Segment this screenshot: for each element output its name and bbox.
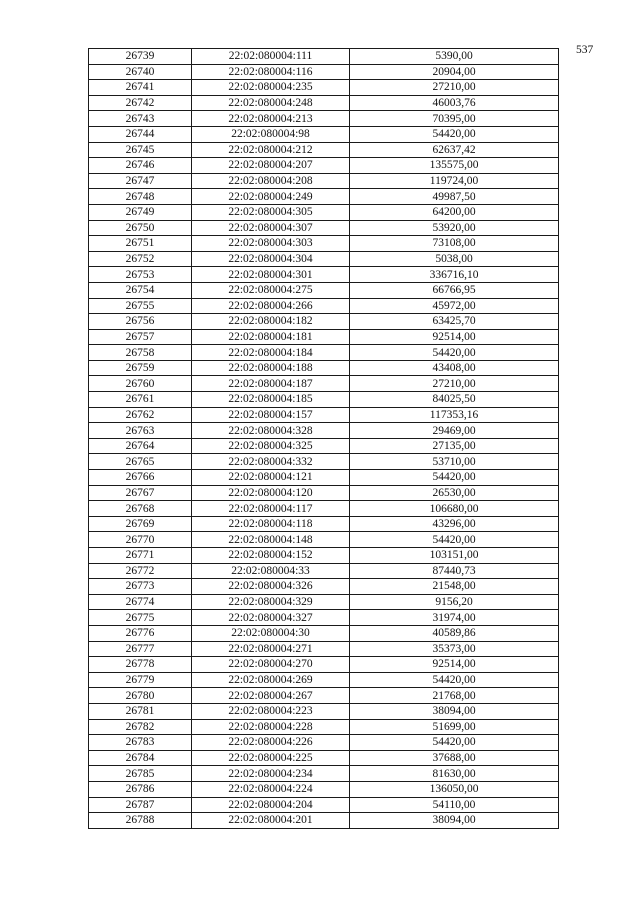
record-number-cell: 26782 xyxy=(89,719,192,735)
table-row xyxy=(89,376,559,392)
record-number-cell: 26781 xyxy=(89,703,192,719)
table-row xyxy=(89,813,559,829)
value-cell: 54420,00 xyxy=(350,345,559,361)
value-cell: 20904,00 xyxy=(350,64,559,80)
cadastral-number-cell: 22:02:080004:226 xyxy=(192,735,350,751)
record-number-cell: 26749 xyxy=(89,204,192,220)
cadastral-number-cell: 22:02:080004:30 xyxy=(192,625,350,641)
record-number-cell: 26745 xyxy=(89,142,192,158)
value-cell: 64200,00 xyxy=(350,204,559,220)
record-number-cell: 26784 xyxy=(89,750,192,766)
record-number-cell: 26761 xyxy=(89,392,192,408)
value-cell: 54420,00 xyxy=(350,735,559,751)
cadastral-number-cell: 22:02:080004:275 xyxy=(192,282,350,298)
table-row xyxy=(89,95,559,111)
table-row xyxy=(89,579,559,595)
record-number-cell: 26777 xyxy=(89,641,192,657)
cadastral-number-cell: 22:02:080004:184 xyxy=(192,345,350,361)
table-row xyxy=(89,204,559,220)
record-number-cell: 26741 xyxy=(89,80,192,96)
value-cell: 73108,00 xyxy=(350,236,559,252)
value-cell: 38094,00 xyxy=(350,703,559,719)
table-row xyxy=(89,80,559,96)
table-row xyxy=(89,111,559,127)
cadastral-number-cell: 22:02:080004:270 xyxy=(192,657,350,673)
record-number-cell: 26753 xyxy=(89,267,192,283)
value-cell: 87440,73 xyxy=(350,563,559,579)
table-row xyxy=(89,189,559,205)
table-row xyxy=(89,423,559,439)
cadastral-number-cell: 22:02:080004:248 xyxy=(192,95,350,111)
table-row xyxy=(89,173,559,189)
value-cell: 9156,20 xyxy=(350,594,559,610)
cadastral-number-cell: 22:02:080004:326 xyxy=(192,579,350,595)
cadastral-number-cell: 22:02:080004:327 xyxy=(192,610,350,626)
value-cell: 45972,00 xyxy=(350,298,559,314)
value-cell: 63425,70 xyxy=(350,314,559,330)
record-number-cell: 26748 xyxy=(89,189,192,205)
table-row xyxy=(89,407,559,423)
cadastral-number-cell: 22:02:080004:223 xyxy=(192,703,350,719)
value-cell: 29469,00 xyxy=(350,423,559,439)
cadastral-number-cell: 22:02:080004:187 xyxy=(192,376,350,392)
value-cell: 31974,00 xyxy=(350,610,559,626)
table-row xyxy=(89,625,559,641)
cadastral-number-cell: 22:02:080004:225 xyxy=(192,750,350,766)
cadastral-number-cell: 22:02:080004:33 xyxy=(192,563,350,579)
value-cell: 37688,00 xyxy=(350,750,559,766)
cadastral-number-cell: 22:02:080004:204 xyxy=(192,797,350,813)
cadastral-number-cell: 22:02:080004:152 xyxy=(192,548,350,564)
record-number-cell: 26774 xyxy=(89,594,192,610)
cadastral-number-cell: 22:02:080004:305 xyxy=(192,204,350,220)
value-cell: 5390,00 xyxy=(350,49,559,65)
cadastral-number-cell: 22:02:080004:304 xyxy=(192,251,350,267)
cadastral-number-cell: 22:02:080004:157 xyxy=(192,407,350,423)
cadastral-number-cell: 22:02:080004:328 xyxy=(192,423,350,439)
cadastral-number-cell: 22:02:080004:235 xyxy=(192,80,350,96)
value-cell: 336716,10 xyxy=(350,267,559,283)
cadastral-number-cell: 22:02:080004:224 xyxy=(192,781,350,797)
cadastral-number-cell: 22:02:080004:111 xyxy=(192,49,350,65)
record-number-cell: 26766 xyxy=(89,470,192,486)
cadastral-number-cell: 22:02:080004:228 xyxy=(192,719,350,735)
value-cell: 21548,00 xyxy=(350,579,559,595)
table-row xyxy=(89,329,559,345)
table-row xyxy=(89,220,559,236)
table-row xyxy=(89,454,559,470)
record-number-cell: 26763 xyxy=(89,423,192,439)
cadastral-number-cell: 22:02:080004:307 xyxy=(192,220,350,236)
value-cell: 27135,00 xyxy=(350,438,559,454)
value-cell: 84025,50 xyxy=(350,392,559,408)
cadastral-number-cell: 22:02:080004:120 xyxy=(192,485,350,501)
table-row xyxy=(89,594,559,610)
table-row xyxy=(89,735,559,751)
table-row xyxy=(89,532,559,548)
cadastral-number-cell: 22:02:080004:325 xyxy=(192,438,350,454)
table-row xyxy=(89,781,559,797)
table-row xyxy=(89,641,559,657)
record-number-cell: 26750 xyxy=(89,220,192,236)
table-row xyxy=(89,797,559,813)
value-cell: 21768,00 xyxy=(350,688,559,704)
table-row xyxy=(89,392,559,408)
record-number-cell: 26785 xyxy=(89,766,192,782)
table-row xyxy=(89,126,559,142)
value-cell: 92514,00 xyxy=(350,657,559,673)
cadastral-number-cell: 22:02:080004:116 xyxy=(192,64,350,80)
table-row xyxy=(89,236,559,252)
record-number-cell: 26764 xyxy=(89,438,192,454)
value-cell: 135575,00 xyxy=(350,158,559,174)
value-cell: 40589,86 xyxy=(350,625,559,641)
record-number-cell: 26780 xyxy=(89,688,192,704)
table-row xyxy=(89,516,559,532)
record-number-cell: 26739 xyxy=(89,49,192,65)
record-number-cell: 26775 xyxy=(89,610,192,626)
record-number-cell: 26760 xyxy=(89,376,192,392)
value-cell: 53920,00 xyxy=(350,220,559,236)
table-row xyxy=(89,688,559,704)
record-number-cell: 26752 xyxy=(89,251,192,267)
cadastral-number-cell: 22:02:080004:188 xyxy=(192,360,350,376)
value-cell: 70395,00 xyxy=(350,111,559,127)
table-row xyxy=(89,485,559,501)
record-number-cell: 26787 xyxy=(89,797,192,813)
cadastral-number-cell: 22:02:080004:207 xyxy=(192,158,350,174)
cadastral-number-cell: 22:02:080004:212 xyxy=(192,142,350,158)
table-row xyxy=(89,314,559,330)
value-cell: 27210,00 xyxy=(350,376,559,392)
table-row xyxy=(89,267,559,283)
record-number-cell: 26742 xyxy=(89,95,192,111)
table-row xyxy=(89,158,559,174)
cadastral-number-cell: 22:02:080004:208 xyxy=(192,173,350,189)
value-cell: 49987,50 xyxy=(350,189,559,205)
record-number-cell: 26770 xyxy=(89,532,192,548)
value-cell: 62637,42 xyxy=(350,142,559,158)
value-cell: 51699,00 xyxy=(350,719,559,735)
value-cell: 46003,76 xyxy=(350,95,559,111)
cadastral-number-cell: 22:02:080004:271 xyxy=(192,641,350,657)
record-number-cell: 26788 xyxy=(89,813,192,829)
value-cell: 53710,00 xyxy=(350,454,559,470)
value-cell: 35373,00 xyxy=(350,641,559,657)
value-cell: 117353,16 xyxy=(350,407,559,423)
table-row xyxy=(89,345,559,361)
record-number-cell: 26743 xyxy=(89,111,192,127)
records-table-body xyxy=(89,49,559,829)
page-number: 537 xyxy=(576,44,594,56)
table-row xyxy=(89,360,559,376)
table-row xyxy=(89,703,559,719)
cadastral-number-cell: 22:02:080004:267 xyxy=(192,688,350,704)
cadastral-number-cell: 22:02:080004:148 xyxy=(192,532,350,548)
value-cell: 5038,00 xyxy=(350,251,559,267)
record-number-cell: 26759 xyxy=(89,360,192,376)
value-cell: 119724,00 xyxy=(350,173,559,189)
value-cell: 27210,00 xyxy=(350,80,559,96)
record-number-cell: 26751 xyxy=(89,236,192,252)
value-cell: 92514,00 xyxy=(350,329,559,345)
cadastral-number-cell: 22:02:080004:185 xyxy=(192,392,350,408)
record-number-cell: 26768 xyxy=(89,501,192,517)
table-row xyxy=(89,142,559,158)
value-cell: 54110,00 xyxy=(350,797,559,813)
records-table xyxy=(88,48,559,829)
table-row xyxy=(89,563,559,579)
value-cell: 81630,00 xyxy=(350,766,559,782)
cadastral-number-cell: 22:02:080004:98 xyxy=(192,126,350,142)
table-row xyxy=(89,251,559,267)
value-cell: 54420,00 xyxy=(350,470,559,486)
record-number-cell: 26771 xyxy=(89,548,192,564)
cadastral-number-cell: 22:02:080004:182 xyxy=(192,314,350,330)
cadastral-number-cell: 22:02:080004:301 xyxy=(192,267,350,283)
cadastral-number-cell: 22:02:080004:332 xyxy=(192,454,350,470)
cadastral-number-cell: 22:02:080004:117 xyxy=(192,501,350,517)
record-number-cell: 26746 xyxy=(89,158,192,174)
table-row xyxy=(89,672,559,688)
record-number-cell: 26786 xyxy=(89,781,192,797)
cadastral-number-cell: 22:02:080004:303 xyxy=(192,236,350,252)
value-cell: 43408,00 xyxy=(350,360,559,376)
cadastral-number-cell: 22:02:080004:201 xyxy=(192,813,350,829)
cadastral-number-cell: 22:02:080004:266 xyxy=(192,298,350,314)
value-cell: 103151,00 xyxy=(350,548,559,564)
value-cell: 54420,00 xyxy=(350,126,559,142)
value-cell: 136050,00 xyxy=(350,781,559,797)
table-row xyxy=(89,470,559,486)
record-number-cell: 26744 xyxy=(89,126,192,142)
table-row xyxy=(89,298,559,314)
record-number-cell: 26767 xyxy=(89,485,192,501)
record-number-cell: 26779 xyxy=(89,672,192,688)
record-number-cell: 26755 xyxy=(89,298,192,314)
table-row xyxy=(89,501,559,517)
table-row xyxy=(89,64,559,80)
value-cell: 106680,00 xyxy=(350,501,559,517)
record-number-cell: 26778 xyxy=(89,657,192,673)
record-number-cell: 26772 xyxy=(89,563,192,579)
cadastral-number-cell: 22:02:080004:121 xyxy=(192,470,350,486)
record-number-cell: 26756 xyxy=(89,314,192,330)
value-cell: 54420,00 xyxy=(350,532,559,548)
value-cell: 38094,00 xyxy=(350,813,559,829)
cadastral-number-cell: 22:02:080004:269 xyxy=(192,672,350,688)
cadastral-number-cell: 22:02:080004:118 xyxy=(192,516,350,532)
cadastral-number-cell: 22:02:080004:329 xyxy=(192,594,350,610)
table-row xyxy=(89,282,559,298)
table-row xyxy=(89,610,559,626)
value-cell: 54420,00 xyxy=(350,672,559,688)
record-number-cell: 26765 xyxy=(89,454,192,470)
table-row xyxy=(89,548,559,564)
cadastral-number-cell: 22:02:080004:213 xyxy=(192,111,350,127)
table-row xyxy=(89,750,559,766)
value-cell: 66766,95 xyxy=(350,282,559,298)
record-number-cell: 26754 xyxy=(89,282,192,298)
table-row xyxy=(89,438,559,454)
value-cell: 43296,00 xyxy=(350,516,559,532)
record-number-cell: 26762 xyxy=(89,407,192,423)
record-number-cell: 26776 xyxy=(89,625,192,641)
table-row xyxy=(89,49,559,65)
record-number-cell: 26783 xyxy=(89,735,192,751)
record-number-cell: 26769 xyxy=(89,516,192,532)
value-cell: 26530,00 xyxy=(350,485,559,501)
record-number-cell: 26773 xyxy=(89,579,192,595)
cadastral-number-cell: 22:02:080004:234 xyxy=(192,766,350,782)
record-number-cell: 26758 xyxy=(89,345,192,361)
record-number-cell: 26740 xyxy=(89,64,192,80)
cadastral-number-cell: 22:02:080004:249 xyxy=(192,189,350,205)
table-row xyxy=(89,766,559,782)
cadastral-number-cell: 22:02:080004:181 xyxy=(192,329,350,345)
table-row xyxy=(89,719,559,735)
record-number-cell: 26747 xyxy=(89,173,192,189)
table-row xyxy=(89,657,559,673)
record-number-cell: 26757 xyxy=(89,329,192,345)
